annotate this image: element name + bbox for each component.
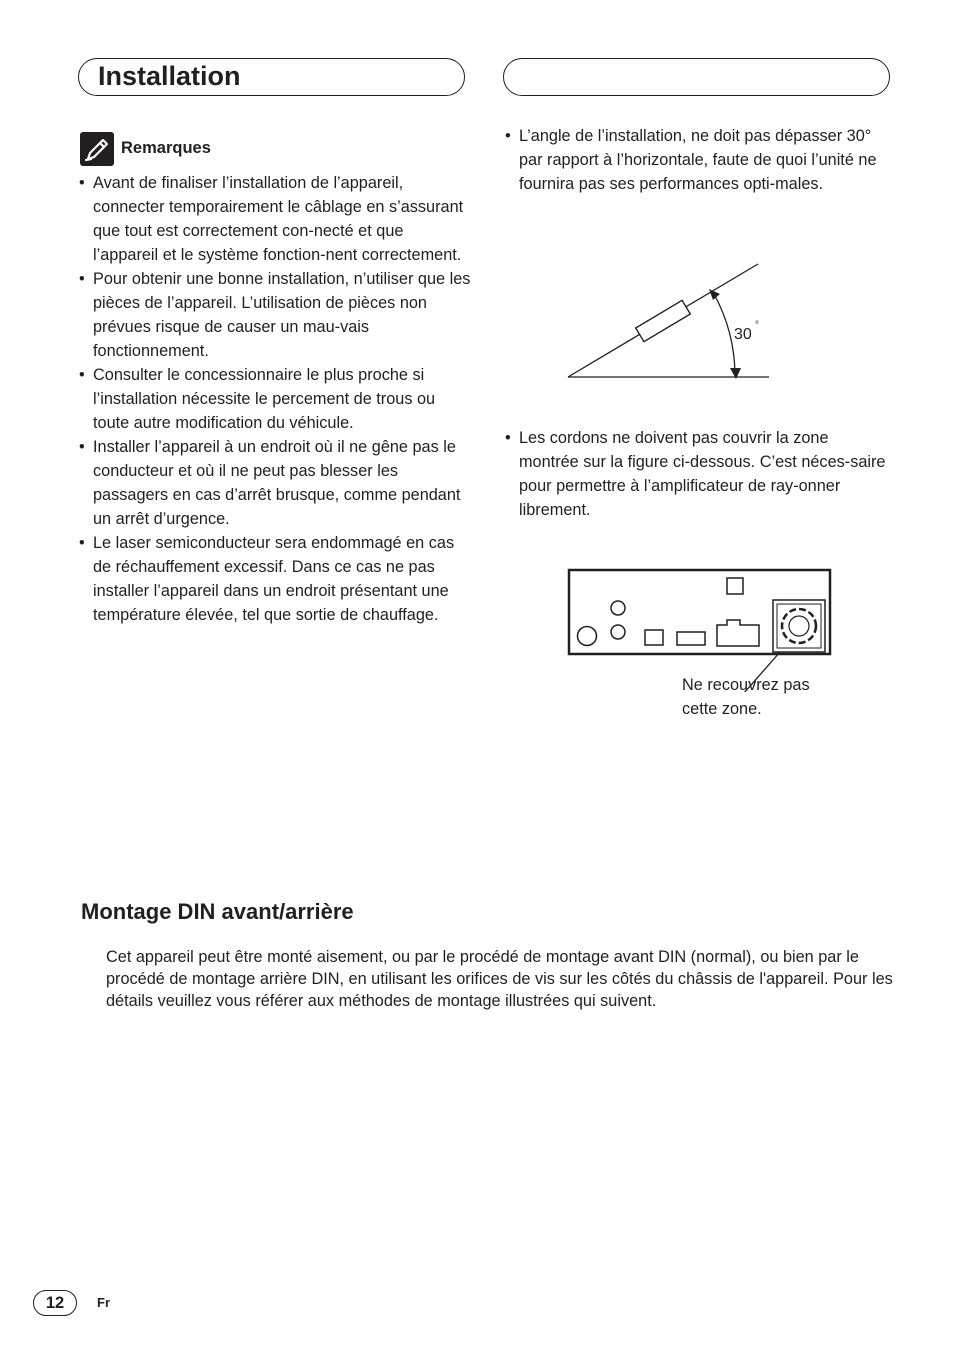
cord-note-list [505, 426, 890, 522]
list-item: • Pour obtenir une bonne installation, n’utiliser que les pièces de l’appareil. L’utilisation de pièces non prévues risque de causer un mau-vais fonctionnement. [79, 267, 471, 363]
unit-shape [636, 300, 691, 341]
angle-diagram [560, 258, 780, 388]
din-heading: Montage DIN avant/arrière [81, 899, 354, 924]
list-item: • Le laser semiconducteur sera endommagé en cas de réchauffement excessif. Dans ce cas ne pas installer l’appareil dans un endroit présentant une température élevée, tel que sortie de chauffage. [79, 531, 471, 627]
list-item: • L’angle de l’installation, ne doit pas dépasser 30° par rapport à l’horizontale, faute de quoi l’unité ne fournira pas ses performances opti-males. [505, 124, 890, 196]
connector [727, 578, 743, 594]
angle-note-list [505, 124, 890, 196]
list-item: • Installer l’appareil à un endroit où il ne gêne pas le conducteur et où il ne peut pas blesser les passagers en cas d’arrêt brusque, comme pendant un arrêt d’urgence. [79, 435, 471, 531]
connector [677, 632, 705, 645]
remarks-label: Remarques [121, 139, 211, 157]
blank-tab [503, 58, 890, 96]
rca-jack [611, 601, 625, 615]
figure-caption: Ne recouvrez pas cette zone. [682, 676, 810, 718]
language-code: Fr [97, 1295, 110, 1310]
arrowhead-top [709, 289, 720, 300]
angle-label: 30 [734, 326, 752, 343]
list-item: • Avant de finaliser l’installation de l’appareil, connecter temporairement le câblage en s’assurant que tout est correctement con-necté et que l’appareil et le système fonction-nent correctement. [79, 171, 471, 267]
list-item: • Consulter le concessionnaire le plus proche si l’installation nécessite le percement de trous ou toute autre modification du véhicule. [79, 363, 471, 435]
din-paragraph: Cet appareil peut être monté aisement, ou par le procédé de montage avant DIN (normal), ou bien par le procédé de montage arrière DIN, en utilisant les orifices de vis sur les côtés du châssis de l'appareil. Pour les détails veuillez vous référer aux méthodes de montage illustrées qui suivent. [106, 948, 893, 1010]
connector [645, 630, 663, 645]
section-title: Installation [98, 61, 241, 91]
page-number: 12 [33, 1290, 77, 1316]
degree-symbol: ° [755, 320, 759, 331]
list-item: • Les cordons ne doivent pas couvrir la zone montrée sur la figure ci-dessous. C’est néces-saire pour permettre à l’amplificateur de ray-onner librement. [505, 426, 890, 522]
rca-jack [611, 625, 625, 639]
angle-arc [714, 294, 735, 374]
remarks-list [79, 171, 471, 627]
antenna-jack [578, 627, 597, 646]
pen-note-icon [80, 132, 114, 166]
